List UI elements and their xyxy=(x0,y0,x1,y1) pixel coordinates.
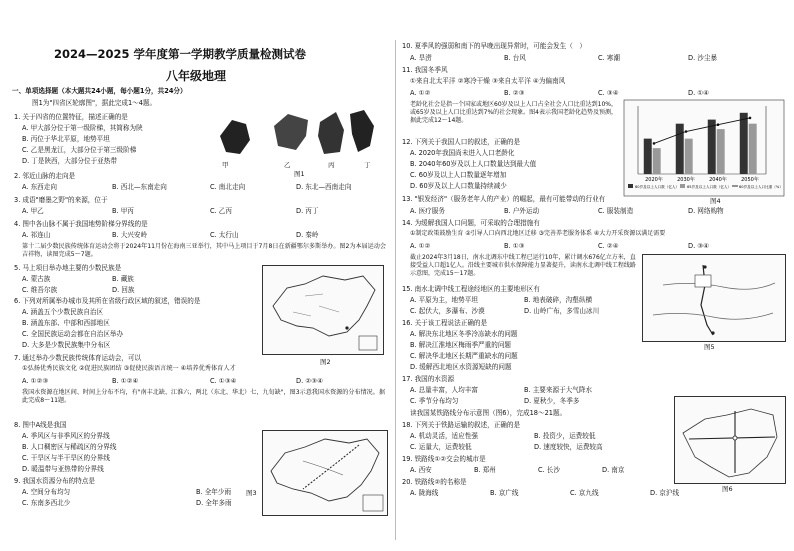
question-4: 4. 图中各山脉不属于我国地势阶梯分界线的是 xyxy=(14,220,148,228)
q1-option-b[interactable]: B. 丙位于华北平原，地势平坦 xyxy=(22,135,110,143)
q4-option-d[interactable]: D. 秦岭 xyxy=(296,231,319,239)
figure-3-caption: 图3 xyxy=(246,489,257,497)
intro-fig5: 截止2024年3月18日，南水北调东中线工程已运行10年，累计调水676亿立方米，直接受益人口超1亿人。沿线主要城市供水保障能力显著提升，读南水北调中线工程线路示意图，完成15～17题。 xyxy=(410,254,636,277)
exam-subtitle: 八年级地理 xyxy=(166,69,227,83)
q13-option-a[interactable]: A. 医疗服务 xyxy=(410,207,445,215)
q6-option-c[interactable]: C. 全国民族运动会都在自治区举办 xyxy=(22,330,124,338)
q17-option-d[interactable]: D. 夏秋少，冬季多 xyxy=(524,397,580,405)
q11-option-b[interactable]: B. ②③ xyxy=(504,89,525,97)
province-shape-ding xyxy=(350,110,374,152)
question-20: 20. 铁路线②的名称是 xyxy=(402,478,467,486)
south-north-water-map xyxy=(643,255,785,341)
question-18: 18. 下列关于铁路运输的叙述，正确的是 xyxy=(402,421,521,429)
q9-option-b[interactable]: B. 全年少雨 xyxy=(196,488,232,496)
x-tick-label: 2020年 xyxy=(645,177,663,183)
q19-option-d[interactable]: D. 南京 xyxy=(602,466,625,474)
q12-option-b[interactable]: B. 2040年60岁及以上人口数量达到最大值 xyxy=(410,160,537,168)
q5-option-b[interactable]: B. 藏族 xyxy=(112,275,134,283)
figure-2-caption: 图2 xyxy=(320,358,331,366)
figure-2-map xyxy=(262,265,384,355)
q17-option-c[interactable]: C. 季节分布均匀 xyxy=(410,397,459,405)
q14-option-d[interactable]: D. ③④ xyxy=(688,242,710,250)
q11-option-a[interactable]: A. ①② xyxy=(410,89,431,97)
q4-option-c[interactable]: C. 太行山 xyxy=(210,231,239,239)
question-10: 10. 夏季风的强弱和南下的早晚出现异常时，可能会发生（ ） xyxy=(402,42,587,50)
q3-option-c[interactable]: C. 乙丙 xyxy=(210,207,232,215)
q15-option-c[interactable]: C. 起伏大，多瀑布、沙漠 xyxy=(410,307,485,315)
province-shape-jia xyxy=(220,120,250,154)
figure-1-caption: 图1 xyxy=(294,170,305,178)
china-map-outline-2 xyxy=(263,266,383,354)
q7-option-d[interactable]: D. ②③④ xyxy=(296,377,324,385)
q13-option-d[interactable]: D. 网络购物 xyxy=(688,207,724,215)
fig1-label-ding: 丁 xyxy=(364,161,371,169)
q19-option-c[interactable]: C. 长沙 xyxy=(538,466,560,474)
q10-option-a[interactable]: A. 旱涝 xyxy=(410,54,432,62)
q18-option-d[interactable]: D. 速度较快，运费较高 xyxy=(534,443,603,451)
q20-option-c[interactable]: C. 京九线 xyxy=(570,489,599,497)
fig1-label-jia: 甲 xyxy=(222,161,229,169)
bar-series-1-2 xyxy=(676,124,684,174)
figure-6-map xyxy=(674,396,786,484)
question-16: 16. 关于该工程说法正确的是 xyxy=(402,319,488,327)
legend-label-3: 60岁及以上人口比重（%） xyxy=(739,185,783,189)
q19-option-a[interactable]: A. 西安 xyxy=(410,466,432,474)
q11-option-c[interactable]: C. ③④ xyxy=(598,89,619,97)
q3-option-a[interactable]: A. 甲乙 xyxy=(22,207,44,215)
q6-option-b[interactable]: B. 涵盖东部、中部和西部地区 xyxy=(22,319,110,327)
q11-option-d[interactable]: D. ①④ xyxy=(688,89,710,97)
q14-option-c[interactable]: C. ②④ xyxy=(598,242,619,250)
intro-fig1: 图1为"四省区轮廓图"，据此完成1～4题。 xyxy=(32,99,157,107)
question-6: 6. 下列对所属举办城市及其所在省级行政区域的叙述，错误的是 xyxy=(14,297,201,305)
right-column xyxy=(398,0,790,551)
q1-option-a[interactable]: A. 甲大部分位于第一级阶梯，其简称为陕 xyxy=(22,124,143,132)
q20-option-a[interactable]: A. 陇海线 xyxy=(410,489,439,497)
q12-option-c[interactable]: C. 60岁及以上人口数量逐年增加 xyxy=(410,171,507,179)
bar-series-2-1 xyxy=(653,148,661,174)
q12-option-a[interactable]: A. 2020年我国尚未进入人口老龄化 xyxy=(410,149,515,157)
q2-option-c[interactable]: C. 南北走向 xyxy=(210,183,246,191)
q10-option-c[interactable]: C. 寒潮 xyxy=(598,54,620,62)
q4-option-a[interactable]: A. 祁连山 xyxy=(22,231,51,239)
left-column xyxy=(0,0,392,551)
question-17: 17. 我国的水资源 xyxy=(402,375,455,383)
q3-option-b[interactable]: B. 甲丙 xyxy=(112,207,134,215)
section-heading: 一、单项选择题（本大题共24小题，每小题1分，共24分） xyxy=(12,87,187,95)
figure-1-province-outlines xyxy=(212,106,382,166)
q16-option-a[interactable]: A. 解决东北地区冬季冷冻缺水的问题 xyxy=(410,330,518,338)
china-map-outline-3 xyxy=(263,431,387,515)
figure-4-caption: 图4 xyxy=(710,197,721,205)
q8-option-b[interactable]: B. 人口稠密区与稀疏区的分界线 xyxy=(22,443,117,451)
q8-option-c[interactable]: C. 干旱区与半干旱区的分界线 xyxy=(22,454,110,462)
question-11: 11. 我国冬季风 xyxy=(402,66,448,74)
q8-option-d[interactable]: D. 暖温带与亚热带的分界线 xyxy=(22,465,104,473)
q6-option-d[interactable]: D. 大多是少数民族集中分布区 xyxy=(22,341,111,349)
question-14: 14. 为缓解我国人口问题，可采取的合理措施有 xyxy=(402,219,540,227)
q15-option-a[interactable]: A. 平原为主，地势平坦 xyxy=(410,296,478,304)
x-tick-label: 2040年 xyxy=(709,177,727,183)
q1-option-c[interactable]: C. 乙是黑龙江，大部分位于第三级阶梯 xyxy=(22,146,137,154)
province-shape-bing xyxy=(318,112,344,154)
question-15: 15. 南水北调中线工程途经地区的主要地形区有 xyxy=(402,285,540,293)
question-8: 8. 图中A线是我国 xyxy=(14,421,67,429)
bar-series-2-2 xyxy=(685,139,693,174)
q18-option-b[interactable]: B. 投资少，运费较低 xyxy=(534,432,596,440)
q2-option-a[interactable]: A. 东西走向 xyxy=(22,183,57,191)
q18-option-a[interactable]: A. 机动灵活，适应性强 xyxy=(410,432,478,440)
q5-option-c[interactable]: C. 维吾尔族 xyxy=(22,286,58,294)
fig1-label-yi: 乙 xyxy=(284,161,291,169)
intro-fig4: 老龄化社会是指一个国家或地区60岁及以上人口占全社会人口比重达到10%，或65岁及以上人口比重达到7%的社会现象。图4表示我国老龄化趋势及预测，据此完成12～14题。 xyxy=(410,101,617,124)
intro-fig3: 我国水资源在地区间、时间上分布不均，有"南丰北缺、江淮六，两北（东北、华北）七，九旬缺"，图3示意我国水资源的分布情况。据此完成8～11题。 xyxy=(22,389,385,404)
q13-option-b[interactable]: B. 户外运动 xyxy=(504,207,540,215)
question-7: 7. 通过举办少数民族传统体育运动会，可以 xyxy=(14,354,142,362)
q14-option-a[interactable]: A. ①② xyxy=(410,242,431,250)
q5-option-a[interactable]: A. 蒙古族 xyxy=(22,275,51,283)
intro-fig6: 读我国某铁路线分布示意图（图6），完成18～21题。 xyxy=(410,409,567,417)
question-12: 12. 下列关于我国人口的叙述，正确的是 xyxy=(402,138,521,146)
bar-series-1-4 xyxy=(740,113,748,174)
figure-6-caption: 图6 xyxy=(722,485,733,493)
q13-option-c[interactable]: C. 服装制造 xyxy=(598,207,634,215)
q20-option-b[interactable]: B. 京广线 xyxy=(490,489,519,497)
question-19: 19. 铁路线①②交会的城市是 xyxy=(402,455,486,463)
q17-option-a[interactable]: A. 总量丰富，人均丰富 xyxy=(410,386,478,394)
q16-option-d[interactable]: D. 缓解西北地区水资源短缺的问题 xyxy=(410,363,512,371)
q16-option-c[interactable]: C. 解决华北地区长期严重缺水的问题 xyxy=(410,352,518,360)
q14-statements: ①制定政策鼓励生育 ②引导人口向西北地区迁移 ③完善养老服务体系 ④大力开采资源以满足需要 xyxy=(410,230,666,237)
q2-option-b[interactable]: B. 西北—东南走向 xyxy=(112,183,167,191)
question-13: 13. "银发经济"（服务老年人的产业）的崛起，最有可能带动的行业有 xyxy=(402,195,606,203)
exam-title: 2024—2025 学年度第一学期教学质量检测试卷 xyxy=(54,47,307,61)
bar-series-2-4 xyxy=(749,124,757,174)
q10-option-b[interactable]: B. 台风 xyxy=(504,54,526,62)
figure-4-chart xyxy=(624,100,784,196)
legend-swatch-1 xyxy=(628,184,633,188)
q15-option-d[interactable]: D. 山岭广布，多雪山冰川 xyxy=(524,307,600,315)
q6-option-a[interactable]: A. 涵盖五个少数民族自治区 xyxy=(22,308,104,316)
x-tick-label: 2030年 xyxy=(677,177,695,183)
q12-option-d[interactable]: D. 60岁及以上人口数量持续减少 xyxy=(410,182,507,190)
question-3: 3. 成语"磨墨之野"的来源，位于 xyxy=(14,196,108,204)
q7-statements: ①弘扬优秀民族文化 ②促进民族团结 ③促使民族语言统一 ④培养优秀体育人才 xyxy=(22,365,236,372)
q7-option-c[interactable]: C. ①③④ xyxy=(210,377,237,385)
legend-label-1: 60岁及以上人口数（亿人） xyxy=(635,185,680,189)
bar-series-2-3 xyxy=(717,129,725,174)
q10-option-d[interactable]: D. 沙尘暴 xyxy=(688,54,718,62)
bar-series-1-1 xyxy=(644,139,652,174)
bar-series-1-3 xyxy=(708,120,716,174)
intro-fig2: 第十二届少数民族传统体育运动会将于2024年11月份在海南三亚举行，其中马上项目于7月8日在新疆鄂尔多斯举办。图2为本届运动会吉祥物，读图完成5～7题。 xyxy=(22,243,386,258)
question-9: 9. 我国水资源分布的特点是 xyxy=(14,477,95,485)
q20-option-d[interactable]: D. 京沪线 xyxy=(650,489,680,497)
q7-option-b[interactable]: B. ①②④ xyxy=(112,377,139,385)
figure-3-map xyxy=(262,430,388,516)
figure-5-caption: 图5 xyxy=(704,343,715,351)
q17-option-b[interactable]: B. 主要来源于大气降水 xyxy=(524,386,593,394)
q4-option-b[interactable]: B. 大兴安岭 xyxy=(112,231,148,239)
q9-option-d[interactable]: D. 全年多雨 xyxy=(196,499,232,507)
q1-option-d[interactable]: D. 丁是陕西，大部分位于亚热带 xyxy=(22,157,117,165)
figure-5-map xyxy=(642,254,786,342)
question-1: 1. 关于四省的位置特征，描述正确的是 xyxy=(14,113,128,121)
x-tick-label: 2050年 xyxy=(741,177,759,183)
q15-option-b[interactable]: B. 地表破碎，沟壑纵横 xyxy=(524,296,593,304)
q8-option-a[interactable]: A. 季风区与非季风区的分界线 xyxy=(22,432,110,440)
q7-option-a[interactable]: A. ①②③ xyxy=(22,377,49,385)
q5-option-d[interactable]: D. 回族 xyxy=(112,286,135,294)
province-shape-yi xyxy=(274,114,308,150)
q18-option-c[interactable]: C. 运量大，运费较低 xyxy=(410,443,472,451)
q2-option-d[interactable]: D. 东北—西南走向 xyxy=(296,183,352,191)
question-5: 5. 马上项目举办地主要的少数民族是 xyxy=(14,264,122,272)
q14-option-b[interactable]: B. ①③ xyxy=(504,242,525,250)
q11-statements: ①来自北太平洋 ②寒冷干燥 ③来自太平洋 ④为偏南风 xyxy=(410,77,566,85)
railway-map xyxy=(675,397,785,483)
q3-option-d[interactable]: D. 丙丁 xyxy=(296,207,319,215)
legend-swatch-2 xyxy=(680,184,685,188)
fig1-label-bing: 丙 xyxy=(328,161,335,169)
q19-option-b[interactable]: B. 郑州 xyxy=(474,466,496,474)
legend-label-2: 65岁及以上人口数（亿人） xyxy=(687,185,732,189)
question-2: 2. 邻近山脉的走向是 xyxy=(14,172,76,180)
q9-option-a[interactable]: A. 空间分布均匀 xyxy=(22,488,71,496)
q9-option-c[interactable]: C. 东南多西北少 xyxy=(22,499,71,507)
column-divider xyxy=(395,40,396,540)
q16-option-b[interactable]: B. 解决江淮地区梅雨季严重的问题 xyxy=(410,341,512,349)
